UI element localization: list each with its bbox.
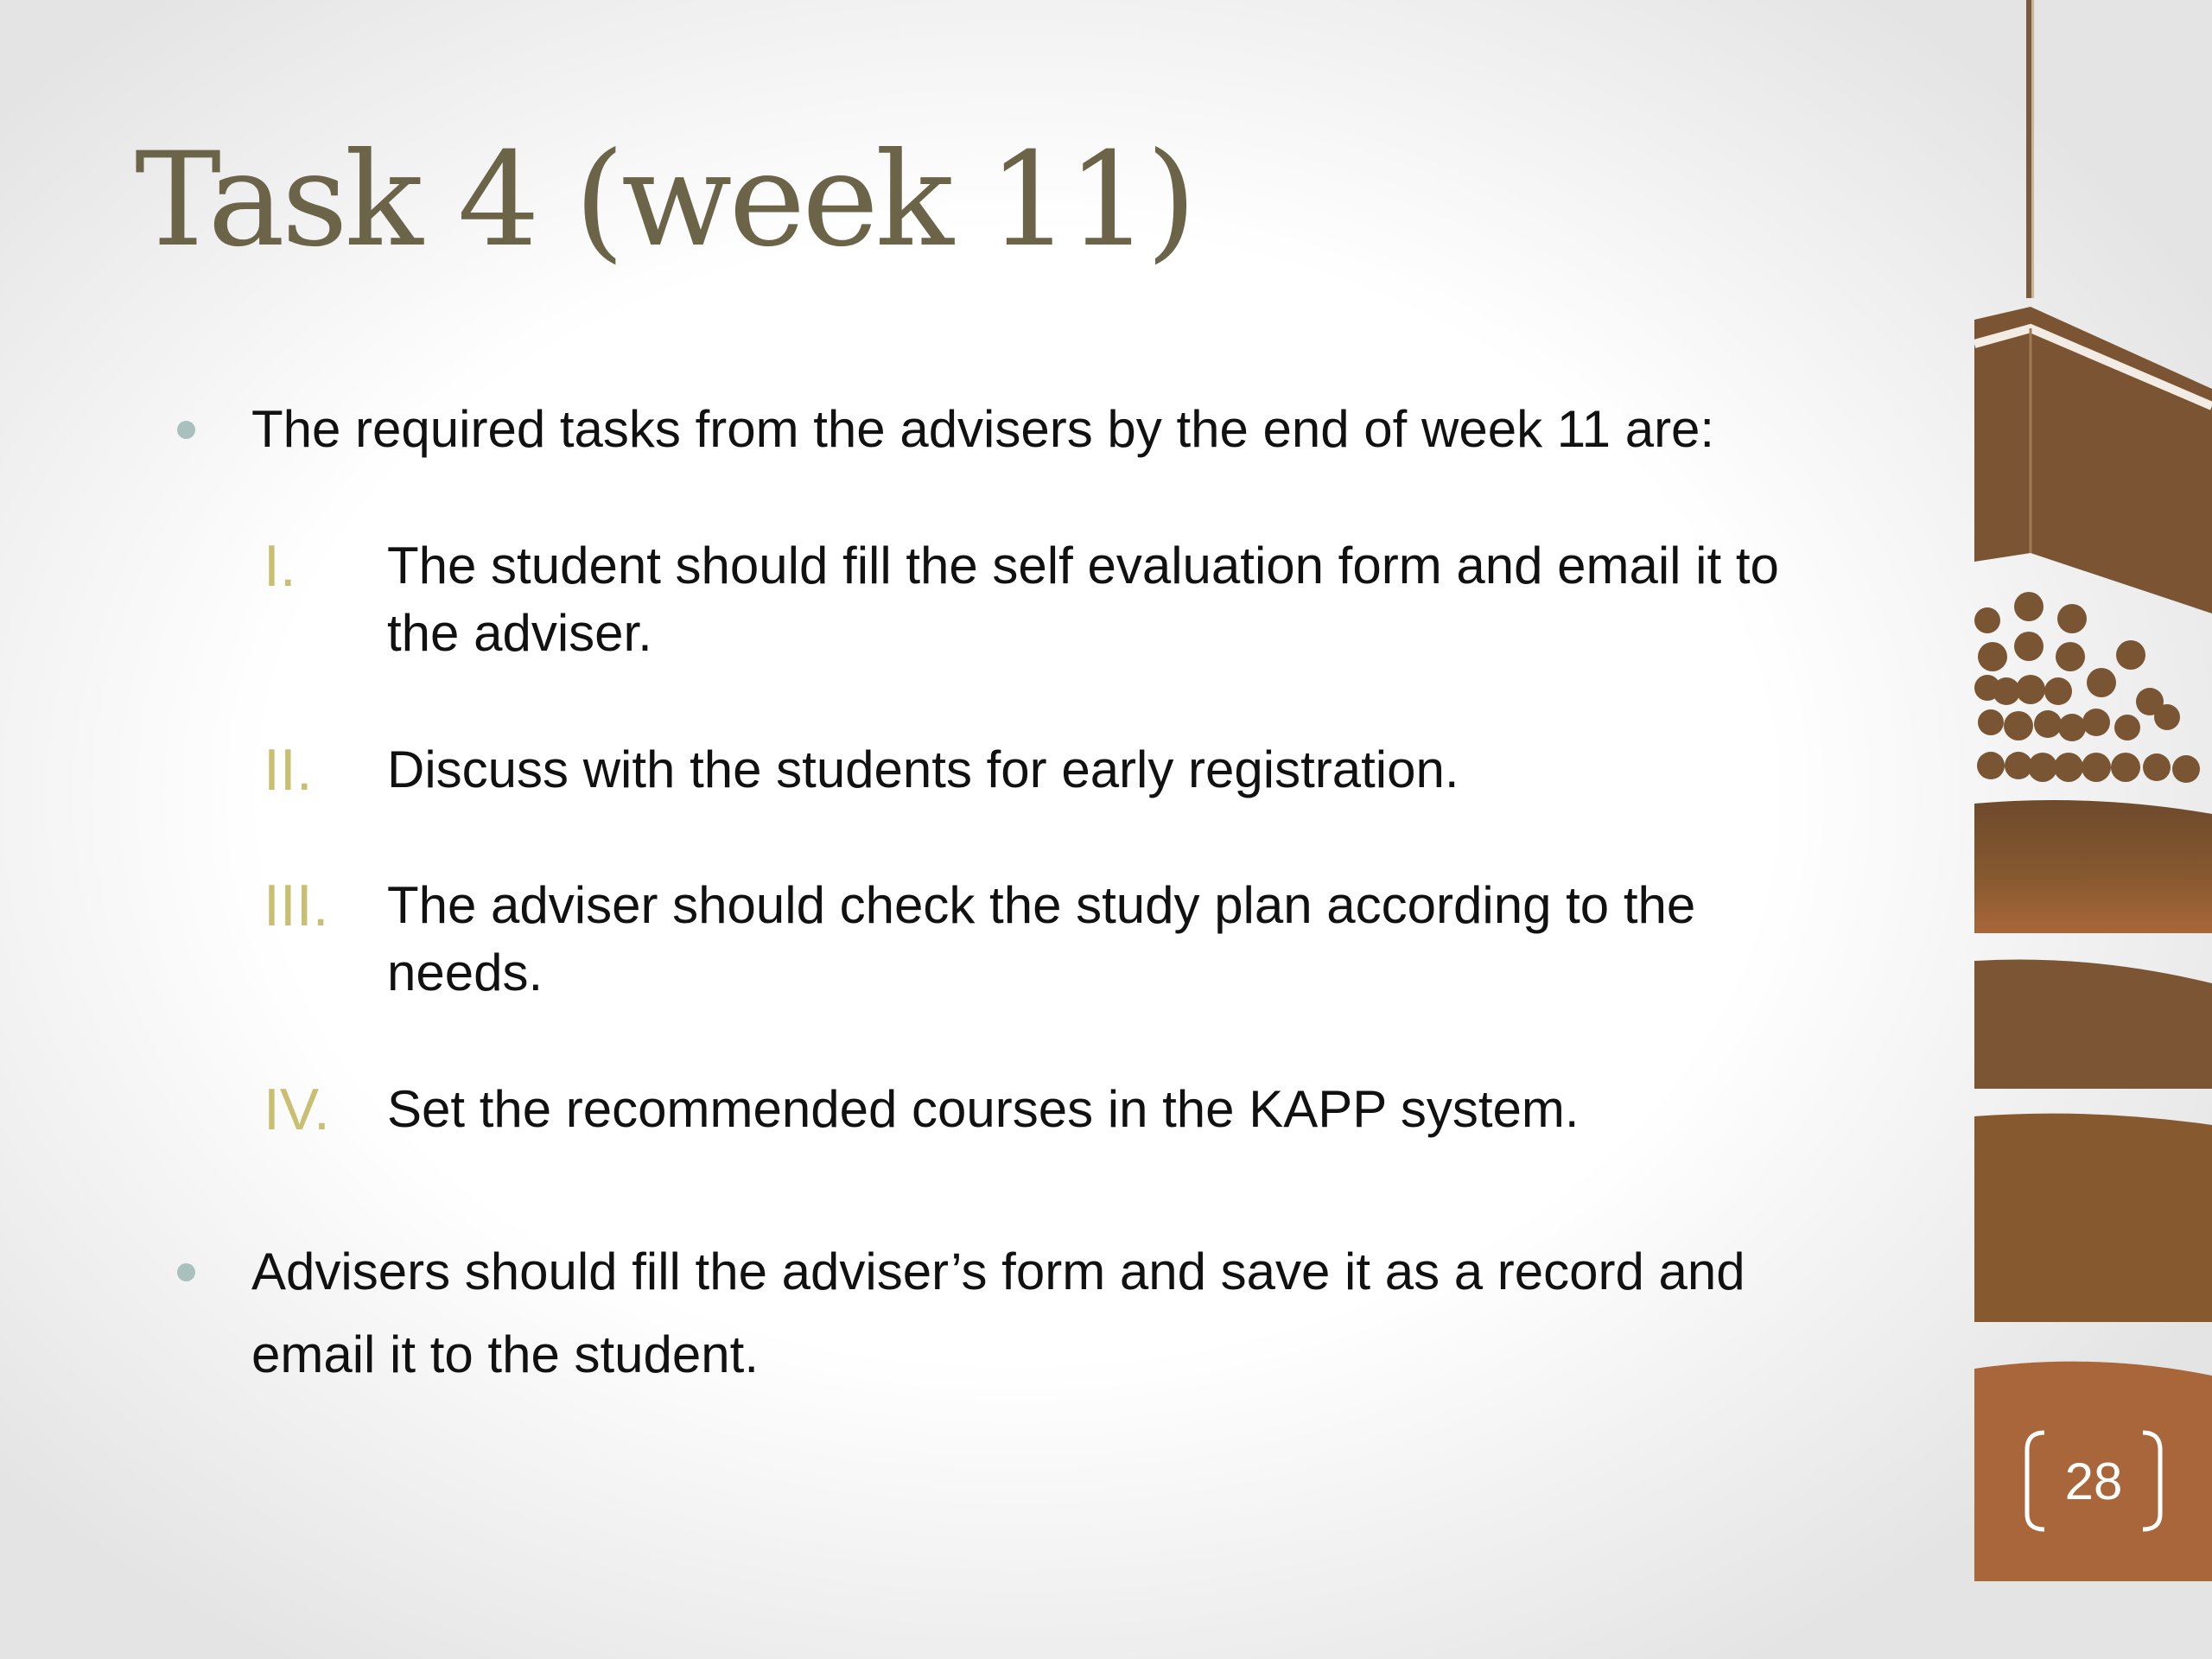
bullet-text: The required tasks from the advisers by the end of week 11 are: bbox=[251, 400, 1715, 458]
spire bbox=[2026, 0, 2031, 298]
slide-title: Task 4 (week 11) bbox=[135, 125, 1193, 276]
list-item-text: The adviser should check the study plan according to the needs. bbox=[387, 876, 1696, 1001]
band-2 bbox=[1974, 959, 2212, 1089]
roman-marker: III. bbox=[264, 873, 329, 938]
dots-pattern bbox=[1974, 592, 2200, 783]
list-item-text: Discuss with the students for early registration. bbox=[387, 741, 1459, 798]
page-number: 28 bbox=[2064, 1452, 2123, 1510]
bullet-text: Advisers should fill the adviser’s form and save it as a record and email it to the student. bbox=[251, 1243, 1745, 1383]
roman-marker: II. bbox=[264, 737, 313, 803]
list-item-text: Set the recommended courses in the KAPP system. bbox=[387, 1080, 1580, 1138]
list-item-text: The student should fill the self evaluation form and email it to the adviser. bbox=[387, 537, 1779, 662]
band-1 bbox=[1974, 800, 2212, 933]
roman-marker: IV. bbox=[264, 1077, 330, 1142]
roman-marker: I. bbox=[264, 533, 296, 599]
band-3 bbox=[1974, 1114, 2212, 1322]
